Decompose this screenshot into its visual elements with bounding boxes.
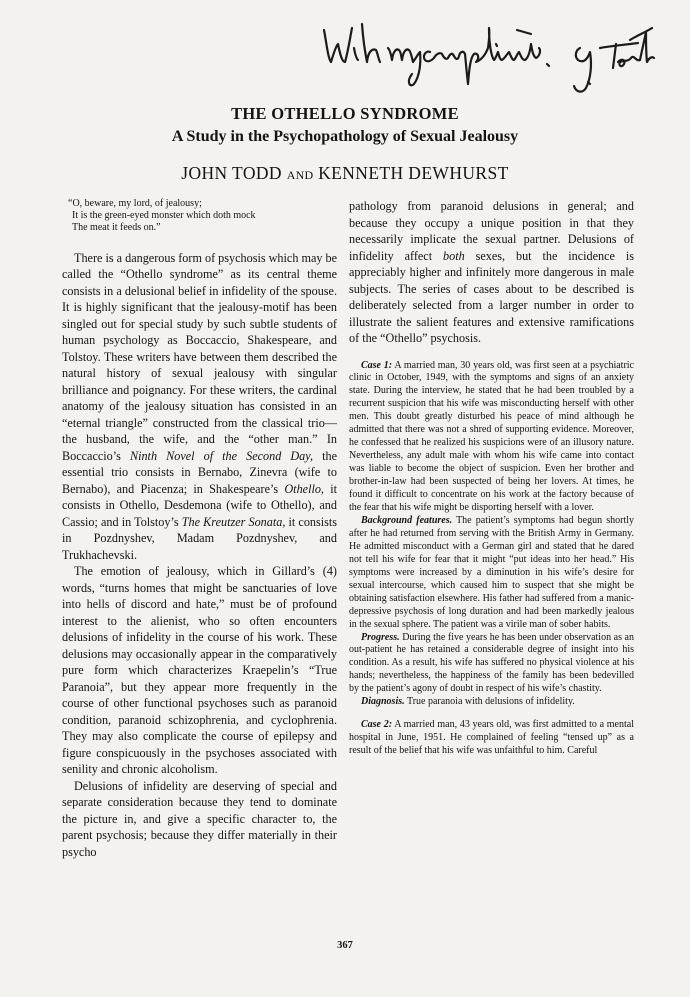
work-title: Ninth Novel of the Second Day, — [129, 448, 314, 463]
signature-scribble — [318, 18, 663, 96]
case-1: Case 1: A married man, 30 years old, was first seen at a psychiatric clinic in October, 1949, with the symptoms and signs of an anxiety state. During the interview, he stated that he had been troubled by a recurrent suspicion that his wife was misconducting herself with other men. This doubt greatly disturbed his peace of mind although he admitted that there was not a shred of supporting evidence. Moreover, he confessed that he realized his suspicions were of an illusory nature. Nevertheless, any adult male with whom his wife came into contact was liable to become the object of suspicion. Even her brother and brother-in-law had been suspected of being her lovers. At times, he found it difficult to concentrate on his work at the factory because of the fear that his wife might be disporting herself with a lover. — [349, 359, 634, 513]
case-label: Case 1: — [361, 359, 393, 371]
left-column — [62, 198, 337, 860]
epigraph-line: It is the green-eyed monster which doth mock — [72, 210, 256, 222]
article-subtitle: A Study in the Psychopathology of Sexual Jealousy — [171, 128, 519, 145]
case-2: Case 2: A married man, 43 years old, was first admitted to a mental hospital in June, 1951. He complained of feeling “tensed up” as a result of the belief that his wife was unfaithful to him. Careful — [349, 719, 634, 757]
paragraph-emotion: The emotion of jealousy, which in Gillard’s (4) words, “turns homes that might be sanctuaries of love into hells of discord and hate,” must be of profound interest to the alienist, who so often encounters delusions of infidelity in the course of his work. These delusions may occasionally appear in the comparatively pure form which characterizes Kraepelin’s “True Paranoia”, but they appear more frequently in the course of other functional psychoses such as paranoid condition, paranoid schizophrenia, and cyclophrenia. They may also complicate the course of epilepsy and figure conspicuously in the psychoses associated with senility and chronic alcoholism. — [62, 564, 337, 777]
paragraph-intro: There is a dangerous form of psychosis which may be called the “Othello syndrome” as its central theme consists in a delusional belief in infidelity of the spouse. It is highly significant that the jealousy-motif has been singled out for special study by such subtle students of human psychology as Boccaccio, Shakespeare, and Tolstoy. These writers have between them described the natural history of sexual jealousy with singular brilliance and poignancy. For these writers, the cardinal anatomy of the jealousy situation has consisted in an “eternal triangle” constructed from the classical trio—the husband, the wife, and the “other man.” In Boccaccio’s Ninth Novel of the Second Day, the essential trio consists in Bernabo, Zinevra (wife to Bernabo), and Piacenza; in Shakespeare’s Othello, it consists in Othello, Desdemona (wife to Othello), and Cassio; and in Tolstoy’s The Kreutzer Sonata, it consists in Pozdnyshev, Madam Pozdnyshev, and Trukhachevski. — [62, 250, 338, 562]
author-first: JOHN TODD — [181, 163, 282, 183]
page-number: 367 — [337, 940, 353, 951]
epigraph-line: “O, beware, my lord, of jealousy; — [68, 198, 202, 209]
progress: Progress. During the five years he has been under observation as an out-patient he has retained a considerable degree of insight into his condition. As a result, his wife has suffered no physical violence at his hands; nevertheless, the happiness of the family has been bedevilled by the patient’s agony of doubt in respect of his wife’s chastity. — [349, 631, 634, 695]
background-features: Background features. The patient’s symptoms had begun shortly after he had returned from serving with the British Army in Germany. He admitted misconduct with a German girl and stated that he dared not tell his wife for fear that it might “put ideas into her head.” His symptoms were increased by a diminution in his wife’s desire for sexual intercourse, which caused him to suspect that she might be obtaining satisfaction elsewhere. His father had suffered from a manic-depressive psychosis of long duration and had been markedly jealous in the sexual sphere. The patient was a virile man of sober habits. — [349, 514, 635, 630]
handwritten-inscription — [318, 18, 663, 96]
author-second: KENNETH DEWHURST — [318, 163, 509, 183]
epigraph-line: The meat it feeds on.” — [72, 222, 161, 234]
diagnosis: Diagnosis. True paranoia with delusions of infidelity. — [361, 696, 575, 708]
author-conjunction: AND — [286, 168, 314, 182]
work-title: The Kreutzer Sonata, — [181, 514, 286, 529]
work-title: Othello, — [284, 481, 324, 496]
paragraph-continued: pathology from paranoid delusions in general; and because they occupy a unique position in that they necessarily implicate the sexual partner. Delusions of infidelity affect both sexes, but the incidence is appreciably higher and infinitely more dangerous in male subjects. The series of cases about to be described is deliberately selected from a larger number in order to illustrate the salient features and extensive ramifications of the “Othello” psychosis. — [349, 199, 634, 345]
section-label: Progress. — [361, 631, 400, 643]
epigraph — [68, 198, 337, 235]
section-label: Diagnosis. — [361, 696, 405, 708]
article-title: THE OTHELLO SYNDROME — [231, 104, 459, 123]
case-label: Case 2: — [361, 719, 393, 731]
paragraph-delusions: Delusions of infidelity are deserving of special and separate consideration because they tend to dominate the picture in, and give a specific character to, the parent psychosis; because they differ materially in their psycho — [62, 778, 337, 859]
right-column — [349, 198, 634, 758]
emphasis: both — [443, 248, 465, 263]
author-line — [0, 163, 690, 184]
section-label: Background features. — [361, 514, 453, 526]
